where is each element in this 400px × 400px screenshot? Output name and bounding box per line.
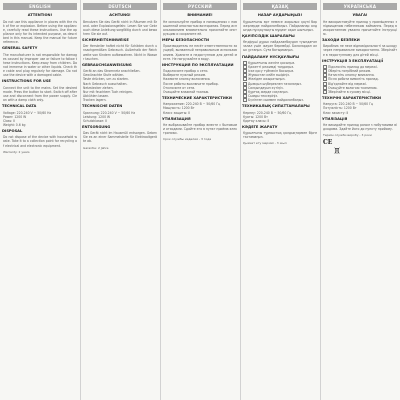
section-paragraph: Der Hersteller haftet nicht für Schäden durch unsachgemäßen Gebrauch. Außerhalb der Reichweite von Kindern aufbewahren. Nicht in Wasser tauchen. bbox=[83, 44, 157, 61]
tech-spec-line: Қорғау класы: II bbox=[243, 118, 270, 123]
warning-heading: ACHTUNG! bbox=[109, 13, 131, 17]
section-heading: КӘДЕГЕ ЖАРАТУ bbox=[242, 124, 278, 129]
bullet-step: Після роботи вимкніть прилад. bbox=[323, 77, 397, 81]
numbered-step: Отключите от сети. bbox=[163, 85, 196, 90]
language-tab: DEUTSCH bbox=[83, 3, 157, 10]
numbered-step: Gewünschte Stufe wählen. bbox=[83, 73, 125, 78]
tech-spec-line: Schutzklasse: II bbox=[83, 118, 107, 123]
section-heading: УТИЛИЗАЦИЯ bbox=[162, 116, 191, 121]
bullet-step: Натисніть кнопку вмикання. bbox=[323, 73, 397, 77]
tech-spec-line: Кернеу: 220-240 В ~ 50/60 Гц bbox=[243, 110, 292, 115]
bullet-step: Сымды тексеріңіз. bbox=[243, 94, 317, 98]
bullet-step: Желіден ажыратыңыз. bbox=[243, 77, 317, 81]
numbered-step: После работы выключите прибор. bbox=[163, 81, 219, 86]
numbered-step: Nach Gebrauch ausschalten. bbox=[83, 81, 128, 86]
intro-paragraph: Benutzen Sie das Gerät nicht in Räumen mit Brand- oder Explosionsgefahr. Lesen Sie vor Gebrauch diese Anleitung sorgfältig durch und bewahren Sie sie auf. bbox=[83, 19, 157, 36]
tech-spec-line: Потужність: 1200 Вт bbox=[323, 106, 357, 111]
section-paragraph: Connect the unit to the mains. Set the desired mode. Press the button to start. Switch off after use and disconnect from the power supply. Clean with a damp cloth only. bbox=[3, 85, 77, 102]
section-heading: МЕРЫ БЕЗОПАСНОСТИ bbox=[162, 37, 210, 42]
section-paragraph: Производитель не несёт ответственности за ущерб, вызванный неправильным использованием. Храните в недоступном для детей месте. Не погружайте в воду. bbox=[163, 44, 237, 61]
section-heading: SICHERHEITSHINWEISE bbox=[82, 37, 129, 42]
section-heading: GENERAL SAFETY bbox=[2, 46, 38, 51]
section-paragraph: Не викидайте прилад разом з побутовими відходами. Здайте його до пункту прийому. bbox=[323, 123, 397, 132]
warranty-line: Warranty: 2 years bbox=[3, 149, 30, 154]
checkbox-bullet-icon bbox=[243, 98, 247, 102]
language-column-ukrainian bbox=[322, 0, 398, 400]
bullet-step: Салқындауын күтіңіз. bbox=[243, 86, 317, 90]
numbered-step: Abkühlen lassen. bbox=[83, 93, 110, 98]
bullet-step: Очищуйте вологою тканиною. bbox=[323, 86, 397, 90]
section-paragraph: Do not dispose of the device with household waste. Take it to a collection point for recycling of electrical and electronic equipment. bbox=[3, 135, 77, 148]
column-divider bbox=[240, 0, 241, 400]
section-heading: ҚАУІПСІЗДІК ШАРАЛАРЫ bbox=[242, 33, 295, 38]
checkbox-bullet-icon bbox=[323, 90, 327, 94]
language-column-russian bbox=[162, 0, 238, 400]
section-heading: ТЕХНІЧНІ ХАРАКТЕРИСТИКИ bbox=[322, 95, 382, 100]
numbered-step: Taste drücken, um zu starten. bbox=[83, 77, 129, 82]
warning-heading: ВНИМАНИЕ! bbox=[187, 13, 213, 17]
section-paragraph: Не выбрасывайте прибор вместе с бытовыми отходами. Сдайте его в пункт приёма электроники. bbox=[163, 123, 237, 136]
section-heading: ПАЙДАЛАНУ НҰСҚАУЛЫҒЫ bbox=[242, 54, 299, 59]
section-heading: ТЕХНИЧЕСКИЕ ХАРАКТЕРИСТИКИ bbox=[162, 95, 232, 100]
service-life-line: Қызмет ету мерзімі - 3 жыл bbox=[243, 141, 287, 146]
certification-marks bbox=[323, 139, 397, 146]
section-paragraph: Құрылғыны тұрмыстық қалдықтармен бірге тастамаңыз. bbox=[243, 131, 317, 140]
numbered-step: Очищайте влажной тканью. bbox=[163, 89, 210, 94]
service-life-line: Термін служби виробу - 3 роки bbox=[323, 133, 372, 138]
numbered-step: Netzstecker ziehen. bbox=[83, 85, 114, 90]
tech-spec-line: Class: II bbox=[3, 118, 15, 123]
bullet-step: Қажетті режимді таңдаңыз. bbox=[243, 65, 317, 69]
language-column-german bbox=[82, 0, 158, 400]
section-heading: УТИЛІЗАЦІЯ bbox=[322, 116, 348, 121]
language-tab: ҚАЗАҚ bbox=[243, 3, 317, 10]
numbered-step: Nur mit feuchtem Tuch reinigen. bbox=[83, 89, 133, 94]
section-paragraph: Das Gerät nicht im Hausmüll entsorgen. Geben Sie es an einer Sammelstelle für Elektroaltgeräte ab. bbox=[83, 131, 157, 144]
tech-spec-line: Leistung: 1200 W bbox=[83, 114, 111, 119]
language-column-kazakh bbox=[242, 0, 318, 400]
service-life-line: Срок службы изделия - 3 года bbox=[163, 137, 212, 142]
warning-heading: УВАГА! bbox=[352, 13, 368, 17]
section-heading: GEBRAUCHSANWEISUNG bbox=[82, 62, 132, 67]
numbered-step: Подключите прибор к сети. bbox=[163, 69, 209, 74]
section-heading: ENTSORGUNG bbox=[82, 124, 111, 129]
warranty-line: Garantie: 2 Jahre bbox=[83, 145, 109, 150]
bullet-step: Від'єднайте від мережі. bbox=[323, 82, 397, 86]
language-tab: УКРАЇНСЬКА bbox=[323, 3, 397, 10]
bullet-step: Құрылғыны желіге қосыңыз. bbox=[243, 61, 317, 65]
section-paragraph: The manufacturer is not responsible for damages caused by improper use or failure to follow these instructions. Keep away from children. Do not immerse in water or other liquids. Check the cable and plug regularly for damage. Do not use the device with a damaged cable. bbox=[3, 52, 77, 78]
intro-paragraph: Do not use this appliance in places with the risk of fire or explosion. Before using the appliance, carefully read these instructions. Use the appliance only for its intended purpose, as described in this manual. Keep the manual for future reference. bbox=[3, 19, 77, 44]
section-heading: ИНСТРУКЦИЯ ПО ЭКСПЛУАТАЦИИ bbox=[162, 62, 234, 67]
intro-paragraph: Не используйте прибор в помещениях с повышенной опасностью возгорания. Перед использованием внимательно прочитайте инструкцию и сохраните её. bbox=[163, 19, 238, 36]
bullet-step: Іске қосу түймесін басыңыз. bbox=[243, 69, 317, 73]
tech-spec-line: Spannung: 220-240 V ~ 50/60 Hz bbox=[83, 110, 136, 115]
section-heading: DISPOSAL bbox=[2, 128, 23, 133]
tech-spec-line: Напряжение: 220-240 В ~ 50/60 Гц bbox=[163, 102, 221, 107]
tech-spec-line: Қуаты: 1200 Вт bbox=[243, 114, 268, 119]
bullet-step: Зберігайте в сухому місці. bbox=[323, 90, 397, 94]
section-heading: ЗАХОДИ БЕЗПЕКИ bbox=[322, 37, 360, 42]
ce-mark: CE bbox=[323, 139, 333, 147]
numbered-step: Trocken lagern. bbox=[83, 97, 107, 102]
bullet-step: Оберіть потрібний режим. bbox=[323, 69, 397, 73]
tech-spec-line: Класс защиты: II bbox=[163, 110, 191, 115]
tech-spec-line: Напруга: 220-240 В ~ 50/60 Гц bbox=[323, 102, 374, 107]
numbered-step: Выберите нужный режим. bbox=[163, 73, 207, 78]
bullet-step: Бүлінген сыммен пайдаланбаңыз. bbox=[243, 98, 317, 102]
tech-spec-line: Мощность: 1200 Вт bbox=[163, 106, 195, 111]
intro-paragraph: Не використовуйте прилад у приміщеннях з підвищеною небезпекою займання. Перед використанням уважно прочитайте інструкцію. bbox=[323, 19, 397, 36]
language-tab: ENGLISH bbox=[3, 3, 77, 10]
bullet-step: Підключіть прилад до мережі. bbox=[323, 65, 397, 69]
section-heading: ТЕХНИКАЛЫҚ СИПАТТАМАЛАРЫ bbox=[242, 104, 310, 108]
tech-spec-line: Weight: 0.6 kg bbox=[3, 122, 26, 127]
bullet-step: Дымқыл шүберекпен тазалаңыз. bbox=[243, 82, 317, 86]
column-divider bbox=[320, 0, 321, 400]
language-tab: РУССКИЙ bbox=[163, 3, 237, 10]
intro-paragraph: Құрылғыны өрт немесе жарылыс қаупі бар жерлерде пайдаланбаңыз. Пайдаланар алдында нұсқаулықты мұқият оқып шығыңыз. bbox=[243, 19, 317, 32]
section-heading: TECHNICAL DATA bbox=[2, 104, 37, 108]
tech-spec-line: Power: 1200 W bbox=[3, 114, 27, 119]
tech-spec-line: Клас захисту: II bbox=[323, 110, 349, 115]
warning-heading: НАЗАР АУДАРЫҢЫЗ! bbox=[257, 13, 303, 17]
section-paragraph: Өндіруші дұрыс пайдаланбаудан туындаған залал үшін жауап бермейді. Балалардан алыс ұстаңыз. Суға батырмаңыз. bbox=[243, 40, 317, 53]
bullet-step: Құрғақ жерде сақтаңыз. bbox=[243, 90, 317, 94]
warning-heading: ATTENTION! bbox=[27, 13, 53, 17]
section-paragraph: Виробник не несе відповідальності за шкоду через неправильне використання. Зберігайте в недоступному для дітей місці. bbox=[323, 44, 397, 57]
numbered-step: Gerät an das Stromnetz anschließen. bbox=[83, 69, 141, 74]
tech-spec-line: Voltage: 220-240 V ~ 50/60 Hz bbox=[3, 110, 52, 115]
section-heading: INSTRUCTIONS FOR USE bbox=[2, 79, 51, 84]
bullet-step: Жұмыстан кейін өшіріңіз. bbox=[243, 73, 317, 77]
section-heading: TECHNISCHE DATEN bbox=[82, 104, 123, 108]
crossed-bin-icon bbox=[334, 139, 340, 146]
language-column-english bbox=[2, 0, 78, 400]
section-heading: ІНСТРУКЦІЯ З ЕКСПЛУАТАЦІЇ bbox=[322, 58, 384, 63]
numbered-step: Нажмите кнопку включения. bbox=[163, 77, 211, 82]
column-divider bbox=[80, 0, 81, 400]
column-divider bbox=[160, 0, 161, 400]
